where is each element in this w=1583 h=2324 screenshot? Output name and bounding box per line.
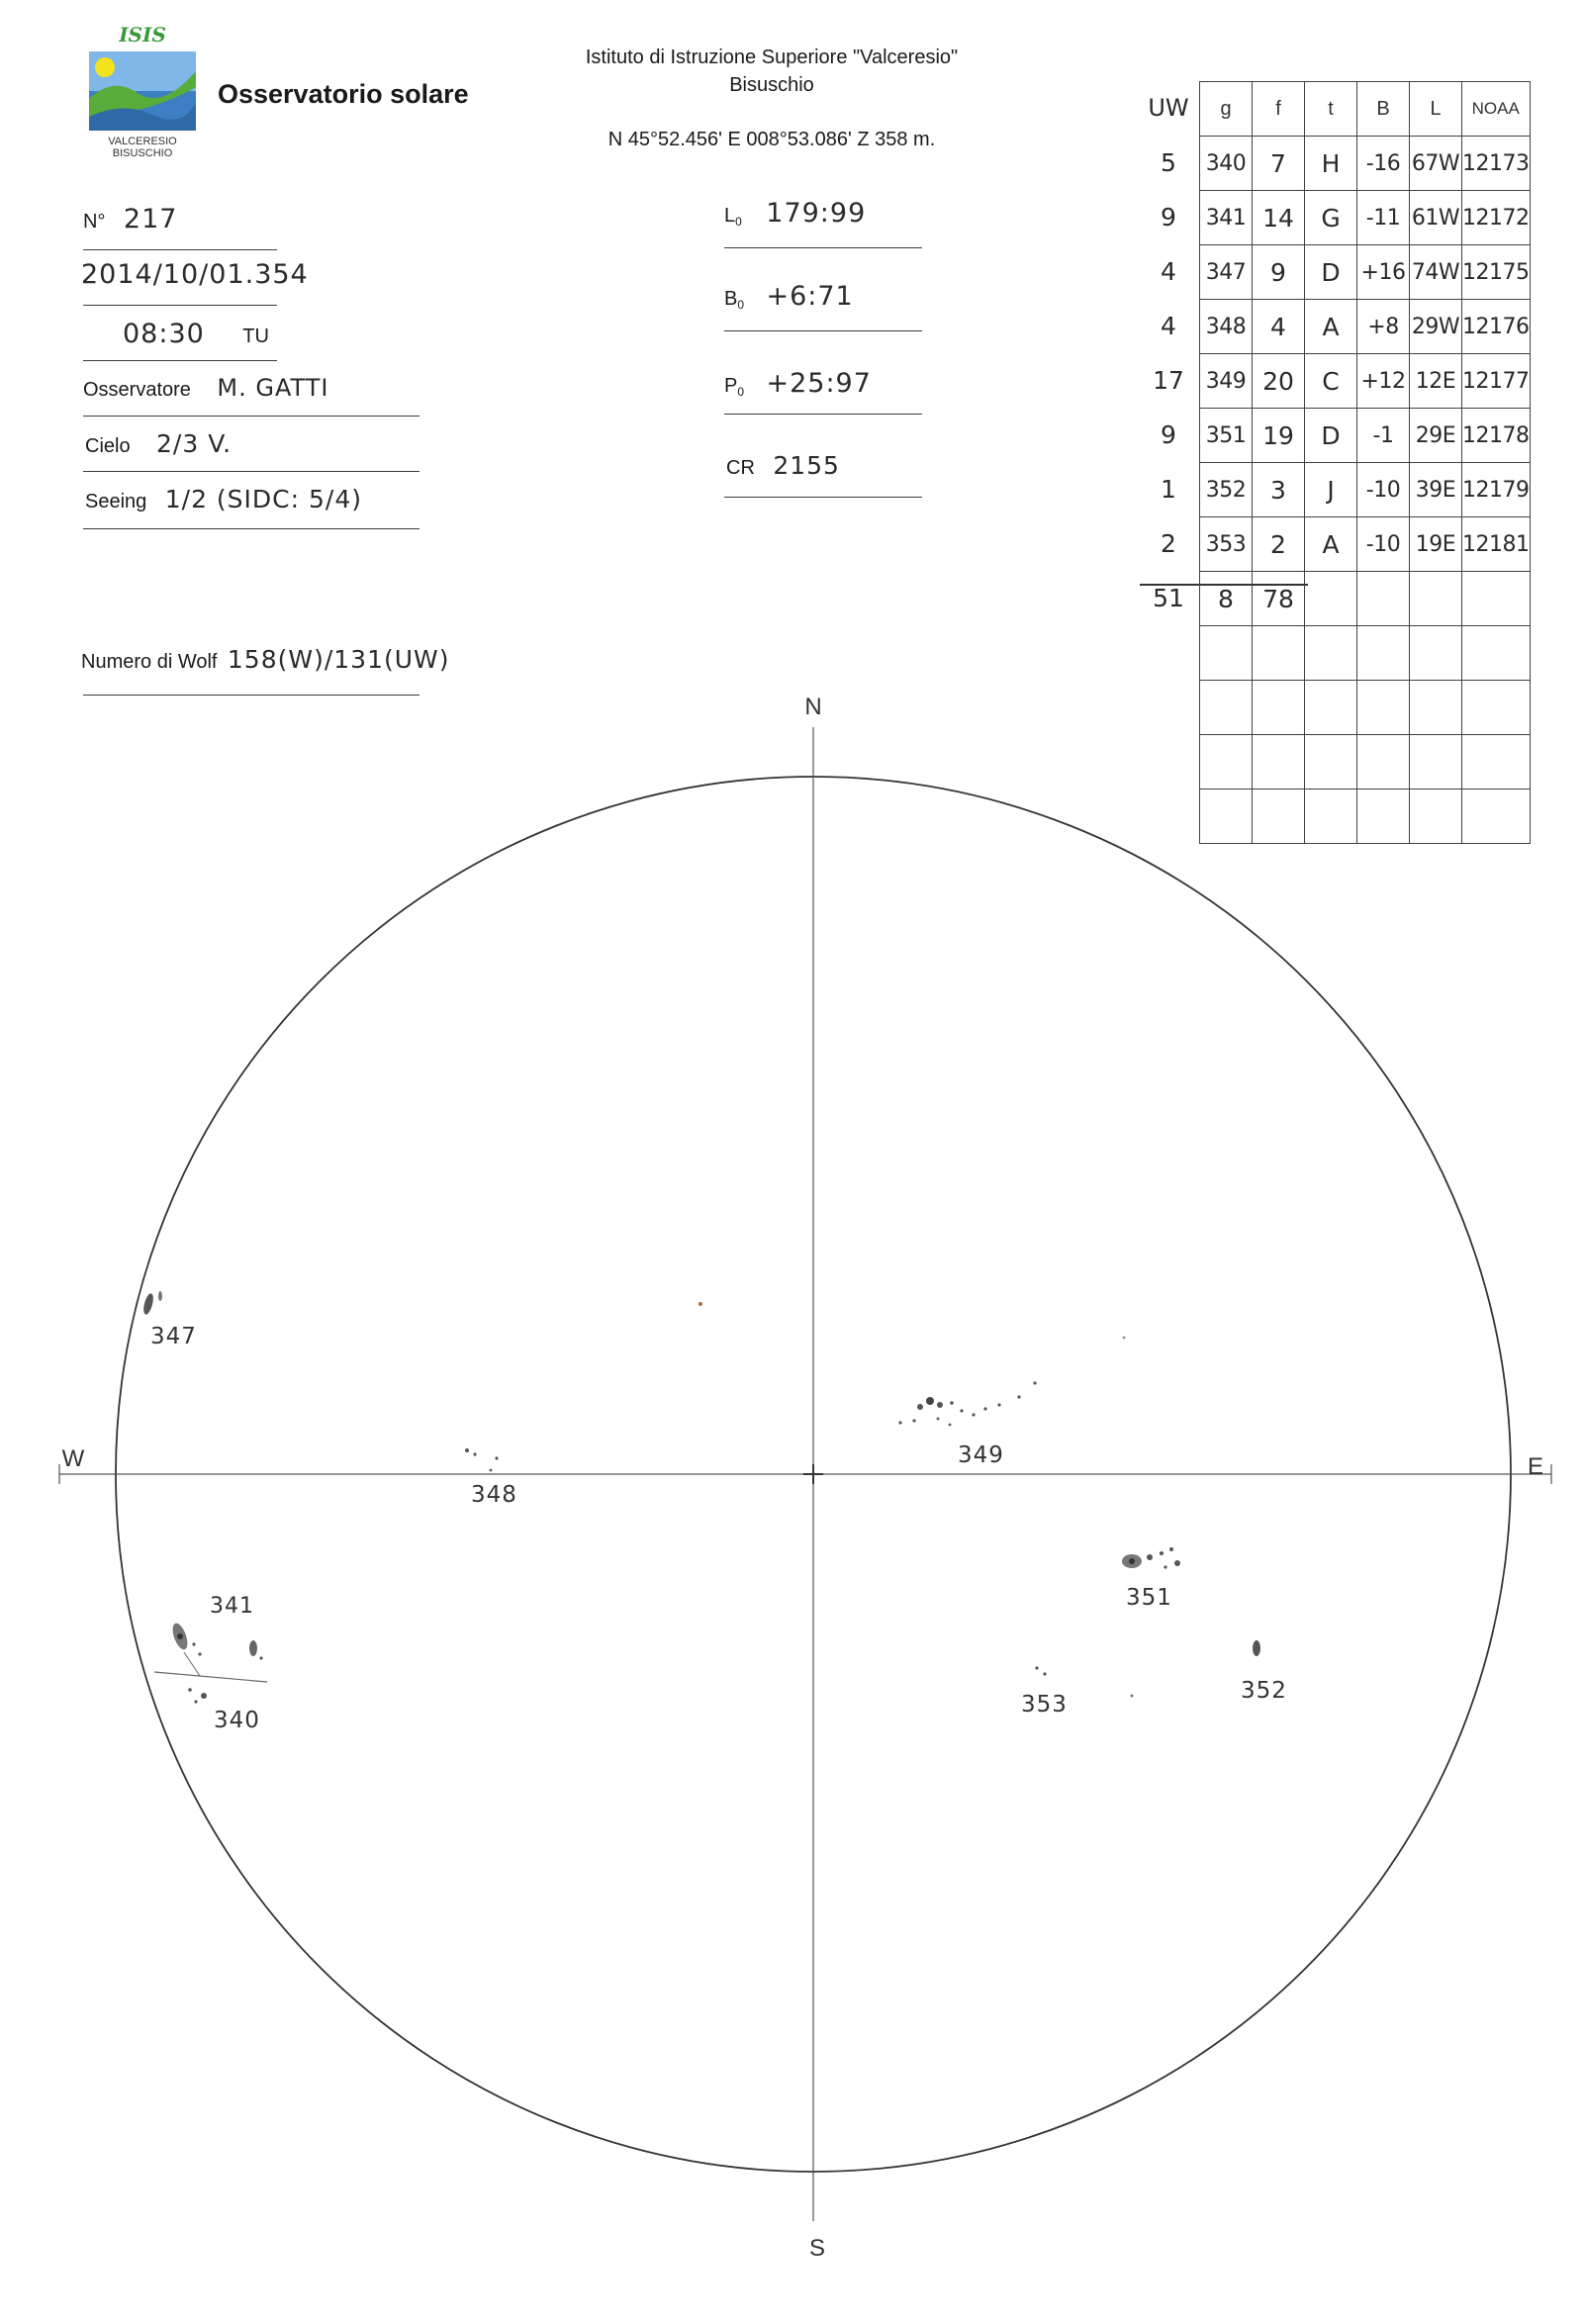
uw-cell: 17 xyxy=(1153,366,1184,395)
cell-l: 19E xyxy=(1410,517,1462,572)
uw-header: UW xyxy=(1148,94,1189,122)
cr-value: 2155 xyxy=(773,451,840,480)
cell-t: C xyxy=(1305,354,1357,409)
north-label: N xyxy=(804,694,822,720)
b0-value: +6:71 xyxy=(766,281,854,312)
uw-cell: 9 xyxy=(1161,420,1176,449)
record-number-value: 217 xyxy=(123,204,178,234)
group-label-347: 347 xyxy=(150,1324,197,1349)
column-header: t xyxy=(1305,82,1357,137)
uw-cell: 4 xyxy=(1161,312,1176,340)
group-label-351: 351 xyxy=(1126,1585,1172,1611)
cell-l: 12E xyxy=(1410,354,1462,409)
cell-f: 19 xyxy=(1253,409,1305,463)
cell-t: H xyxy=(1305,137,1357,191)
cell-t: G xyxy=(1305,191,1357,245)
group-label-341: 341 xyxy=(210,1594,254,1619)
group-label-353: 353 xyxy=(1021,1692,1068,1718)
cell-b: -16 xyxy=(1357,137,1410,191)
cell-g: 352 xyxy=(1200,463,1253,517)
column-header: g xyxy=(1200,82,1253,137)
cell-g: 353 xyxy=(1200,517,1253,572)
institute-line-2: Bisuschio xyxy=(729,74,814,96)
cell-f: 7 xyxy=(1253,137,1305,191)
sky-label: Cielo xyxy=(85,435,131,457)
cell-t: D xyxy=(1305,409,1357,463)
total-f: 78 xyxy=(1253,572,1305,626)
group-label-349: 349 xyxy=(958,1442,1004,1468)
observer-label: Osservatore xyxy=(83,379,191,401)
cell-noaa: 12181 xyxy=(1462,517,1531,572)
cell-f: 3 xyxy=(1253,463,1305,517)
cell-b: +12 xyxy=(1357,354,1410,409)
uw-cell: 1 xyxy=(1161,475,1176,504)
stray-mark xyxy=(1131,1695,1134,1698)
cell-g: 341 xyxy=(1200,191,1253,245)
cell-t: A xyxy=(1305,517,1357,572)
time-unit: TU xyxy=(242,325,269,347)
p0-label: P xyxy=(724,375,738,397)
cell-l: 74W xyxy=(1410,245,1462,300)
cell-b: -1 xyxy=(1357,409,1410,463)
cell-g: 340 xyxy=(1200,137,1253,191)
p0-sub: 0 xyxy=(737,385,745,400)
stray-mark xyxy=(1123,1337,1126,1340)
cell-t: A xyxy=(1305,300,1357,354)
sunspot-group-341 xyxy=(170,1594,263,1660)
south-label: S xyxy=(808,2235,826,2262)
p0-value: +25:97 xyxy=(766,368,872,399)
cell-l: 61W xyxy=(1410,191,1462,245)
cell-noaa: 12175 xyxy=(1462,245,1531,300)
observer-value: M. GATTI xyxy=(217,374,329,402)
l0-value: 179:99 xyxy=(766,198,867,229)
observation-date: 2014/10/01.354 xyxy=(81,259,309,290)
cell-noaa: 12179 xyxy=(1462,463,1531,517)
cr-label: CR xyxy=(726,457,755,479)
total-g: 8 xyxy=(1200,572,1253,626)
logo-caption-1: VALCERESIO xyxy=(108,136,177,147)
uw-cell: 9 xyxy=(1161,203,1176,232)
sunspot-group-347 xyxy=(141,1291,197,1349)
column-header: f xyxy=(1253,82,1305,137)
seeing-label: Seeing xyxy=(85,491,147,512)
cell-l: 67W xyxy=(1410,137,1462,191)
wolf-label: Numero di Wolf xyxy=(81,651,218,673)
sunspot-group-352 xyxy=(1241,1640,1287,1704)
cell-l: 39E xyxy=(1410,463,1462,517)
cell-g: 348 xyxy=(1200,300,1253,354)
cell-b: +8 xyxy=(1357,300,1410,354)
institute-line-1: Istituto di Istruzione Superiore "Valceresio" xyxy=(585,46,959,68)
cell-f: 2 xyxy=(1253,517,1305,572)
column-header: L xyxy=(1410,82,1462,137)
site-coordinates: N 45°52.456' E 008°53.086' Z 358 m. xyxy=(607,129,936,150)
group-label-348: 348 xyxy=(471,1482,517,1508)
cell-l: 29W xyxy=(1410,300,1462,354)
cell-b: -10 xyxy=(1357,517,1410,572)
cell-f: 9 xyxy=(1253,245,1305,300)
seeing-value: 1/2 (SIDC: 5/4) xyxy=(164,485,362,513)
sunspot-group-353 xyxy=(1021,1666,1068,1718)
cell-g: 347 xyxy=(1200,245,1253,300)
cell-b: -10 xyxy=(1357,463,1410,517)
east-label: E xyxy=(1527,1453,1544,1480)
column-header: NOAA xyxy=(1462,82,1531,137)
cell-b: +16 xyxy=(1357,245,1410,300)
cell-f: 14 xyxy=(1253,191,1305,245)
logo-text: ISIS xyxy=(119,23,166,46)
observatory-title: Osservatorio solare xyxy=(218,79,469,109)
sunspot-group-340 xyxy=(188,1688,260,1733)
cell-noaa: 12177 xyxy=(1462,354,1531,409)
cell-noaa: 12178 xyxy=(1462,409,1531,463)
b0-label: B xyxy=(724,288,738,310)
time-value: 08:30 xyxy=(123,319,205,349)
group-label-352: 352 xyxy=(1241,1678,1287,1704)
sunspot-group-348 xyxy=(465,1448,517,1508)
record-number-label: N° xyxy=(83,211,106,232)
l0-label: L xyxy=(724,205,736,227)
cell-g: 351 xyxy=(1200,409,1253,463)
cell-noaa: 12172 xyxy=(1462,191,1531,245)
sunspot-group-349 xyxy=(898,1381,1036,1468)
logo-caption-2: BISUSCHIO xyxy=(112,147,173,159)
cell-f: 4 xyxy=(1253,300,1305,354)
cell-l: 29E xyxy=(1410,409,1462,463)
column-header: B xyxy=(1357,82,1410,137)
l0-sub: 0 xyxy=(735,215,742,230)
cell-g: 349 xyxy=(1200,354,1253,409)
uw-cell: 5 xyxy=(1161,148,1176,177)
cell-noaa: 12173 xyxy=(1462,137,1531,191)
stray-mark xyxy=(698,1302,702,1306)
group-separator-line xyxy=(154,1672,267,1682)
west-label: W xyxy=(61,1445,85,1472)
uw-total: 51 xyxy=(1153,584,1184,612)
cell-f: 20 xyxy=(1253,354,1305,409)
uw-cell: 4 xyxy=(1161,257,1176,286)
cell-b: -11 xyxy=(1357,191,1410,245)
sunspot-group-351 xyxy=(1122,1547,1180,1611)
cell-t: J xyxy=(1305,463,1357,517)
sky-value: 2/3 V. xyxy=(156,429,233,458)
wolf-value: 158(W)/131(UW) xyxy=(227,645,450,674)
uw-cell: 2 xyxy=(1161,529,1176,558)
b0-sub: 0 xyxy=(737,298,745,313)
cell-t: D xyxy=(1305,245,1357,300)
group-label-340: 340 xyxy=(214,1708,260,1733)
cell-noaa: 12176 xyxy=(1462,300,1531,354)
